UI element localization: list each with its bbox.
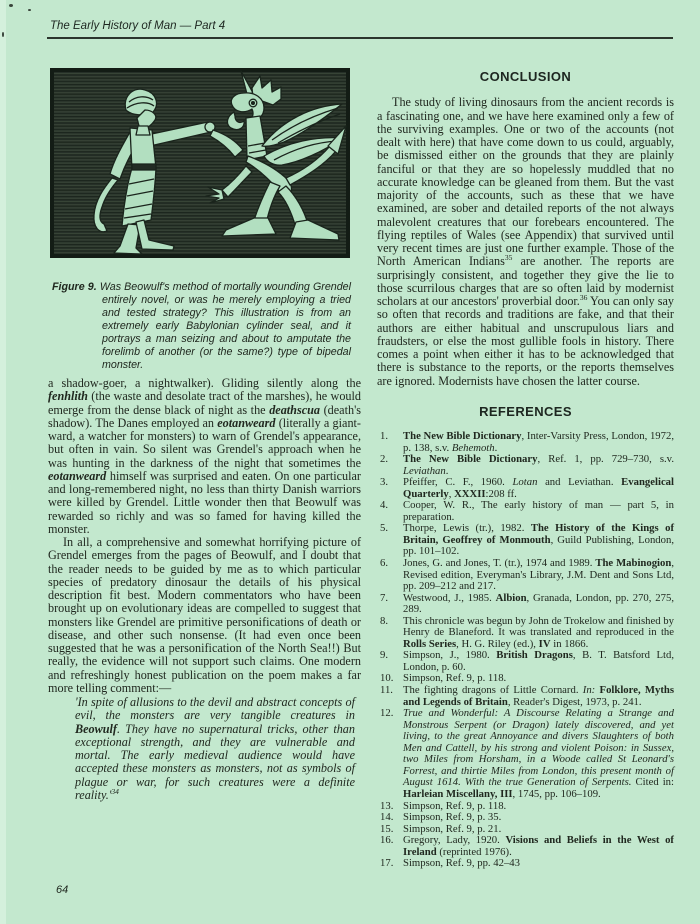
references-list bbox=[377, 431, 674, 870]
figure-image bbox=[50, 68, 350, 258]
text-segment: Harleian Miscellany, III bbox=[403, 787, 513, 800]
reference-item bbox=[377, 708, 674, 800]
text-segment: Lotan bbox=[512, 476, 538, 489]
text-segment: , B. T. Batsford Ltd, London, p. 60. bbox=[403, 649, 674, 673]
text-segment: Rolls Series bbox=[403, 637, 457, 650]
text-segment: (the waste and desolate tract of the marshes), he would emerge from the dense black of night as the bbox=[48, 389, 361, 417]
reference-text bbox=[403, 431, 674, 454]
text-segment: Beowulf bbox=[75, 721, 117, 736]
text-segment: . bbox=[494, 441, 498, 454]
reference-number: 17. bbox=[380, 857, 394, 870]
reference-text bbox=[403, 835, 674, 858]
paragraph bbox=[48, 377, 361, 536]
scan-speck bbox=[28, 9, 31, 11]
reference-text bbox=[403, 858, 674, 870]
text-segment: IV bbox=[538, 637, 551, 650]
reference-text bbox=[403, 685, 674, 708]
reference-number: 3. bbox=[380, 476, 389, 489]
reference-item bbox=[377, 454, 674, 477]
text-segment: , Granada, London, pp. 270, 275, 289. bbox=[403, 591, 674, 616]
reference-text bbox=[403, 650, 674, 673]
reference-item bbox=[377, 616, 674, 651]
text-segment: Simpson, Ref. 9, pp. 42–43 bbox=[403, 857, 520, 870]
figure-caption bbox=[52, 281, 351, 372]
text-segment: Folklore, Myths and Legends of Britain bbox=[403, 684, 674, 708]
reference-number: 1. bbox=[380, 430, 389, 442]
text-segment: Cooper, W. R., The early history of man — part 5, in preparation. bbox=[403, 499, 674, 523]
scan-speck bbox=[9, 4, 13, 7]
paragraph bbox=[377, 96, 674, 388]
text-segment: XXXII bbox=[454, 487, 486, 500]
reference-number: 2. bbox=[380, 453, 389, 466]
text-segment: (literally a giant-ward, a watcher for monsters) to warn of Grendel's appearance, but often in vain. So silent was Grendel's approach when he was hunting in the darkness of the night that sometimes the bbox=[48, 415, 361, 470]
scan-speck bbox=[2, 32, 4, 37]
text-segment: eotanweard bbox=[48, 468, 107, 483]
reference-item bbox=[377, 593, 674, 616]
figure-label: Figure 9. bbox=[52, 281, 97, 293]
text-segment: Jones, G. and Jones, T. (tr.), 1974 and 1989. bbox=[403, 557, 596, 570]
text-segment: Cited in: bbox=[631, 776, 674, 789]
text-segment: Gregory, Lady, 1920. bbox=[403, 834, 506, 847]
text-segment: Behemoth bbox=[451, 441, 495, 454]
text-segment: 36 bbox=[579, 292, 588, 302]
text-segment: and Leviathan. bbox=[537, 476, 622, 489]
right-column-text bbox=[377, 70, 674, 870]
reference-text bbox=[403, 477, 674, 500]
reference-number: 14. bbox=[380, 811, 394, 824]
text-segment: Simpson, J., 1980. bbox=[403, 649, 497, 662]
text-segment: In: bbox=[582, 684, 596, 697]
reference-number: 8. bbox=[380, 614, 389, 627]
reference-number: 5. bbox=[380, 522, 389, 535]
text-segment: , Inter-Varsity Press, London, 1972, p. 138, s.v. bbox=[403, 430, 674, 454]
reference-item bbox=[377, 650, 674, 673]
text-segment: are another. The reports are surprisingly consistent, and together they give the lie to those scurrilous charges that are so often laid by modernist scholars at our ancestors' proverbial door. bbox=[377, 254, 675, 308]
text-segment: You can only say so often that records and traditions are fake, and that their authors are either habitual and unscrupulous liars and fraudsters, or else the most gullible fools in history. There comes a point when either it has to be acknowledged that there is substance to the reports, or the reports themselves are ignored. Modernists have chosen the latter course. bbox=[377, 294, 674, 388]
text-segment: Simpson, Ref. 9, p. 35. bbox=[403, 811, 502, 824]
text-segment: The fighting dragons of Little Cornard. bbox=[403, 684, 583, 697]
reference-number: 4. bbox=[380, 499, 389, 512]
text-segment: . bbox=[445, 464, 449, 477]
text-segment: :208 ff. bbox=[485, 487, 517, 500]
reference-item bbox=[377, 523, 674, 558]
text-segment: Evangelical Quarterly bbox=[403, 476, 674, 500]
text-segment: , Reader's Digest, 1973, p. 241. bbox=[507, 695, 642, 708]
reference-text bbox=[403, 500, 674, 523]
reference-item bbox=[377, 558, 674, 593]
text-segment: in 1866. bbox=[550, 637, 589, 650]
reference-number: 16. bbox=[380, 834, 394, 847]
block-quote bbox=[75, 696, 355, 802]
text-segment: True and Wonderful: A Discourse Relating a Strange and Monstrous Serpent (or Dragon) lately discovered, and yet living, to the great Annoyance and divers Slaughters of both Men and Cattell, by his strong and violent Poison: in Sussex, two Miles from Horsham, in a Woode called St Leonard's Forrest, and thirtie Miles from London, this present month of August 1614. With the true Generation of Serpents. bbox=[403, 707, 674, 789]
reference-number: 9. bbox=[380, 649, 389, 662]
text-segment: In all, a comprehensive and somewhat horrifying picture of Grendel emerges from the pages of Beowulf, and I doubt that the reader needs to be guided by me as to which particular species of predatory dinosaur the details of his physical description fit best. Modern commentators who have been brought up on evolutionary ideas are compelled to suggest that monsters like Grendel are primitive personifications of death or disease, and other such nonsense. (It had even once been suggested that he was a personification of the North Sea!!) But really, the evidence will not support such claims. One modern and refreshingly honest publication on the poem makes a far more telling comment:— bbox=[48, 535, 361, 695]
reference-number: 11. bbox=[380, 684, 393, 697]
text-segment: Albion bbox=[495, 591, 527, 604]
reference-number: 15. bbox=[380, 822, 394, 835]
left-column-text bbox=[48, 377, 361, 802]
reference-item bbox=[377, 477, 674, 500]
figure-caption-text: Was Beowulf's method of mortally wounding Grendel entirely novel, or was he merely employing a tried and tested strategy? This illustration is from an extremely early Babylonian cylinder seal, and it portrays a man seizing and about to amputate the forelimb of another (or the same?) type of bipedal monster. bbox=[99, 281, 351, 371]
text-segment: Westwood, J., 1985. bbox=[403, 591, 496, 604]
conclusion-paragraphs bbox=[377, 96, 674, 388]
text-segment: Simpson, Ref. 9, p. 118. bbox=[403, 799, 507, 812]
text-segment: Thorpe, Lewis (tr.), 1982. bbox=[403, 522, 531, 535]
reference-text bbox=[403, 523, 674, 558]
text-segment: eotanweard bbox=[217, 415, 276, 430]
text-segment: 'In spite of allusions to the devil and abstract concepts of evil, the monsters are very tangible creatures in bbox=[75, 695, 355, 723]
reference-text bbox=[403, 708, 674, 800]
reference-number: 12. bbox=[380, 707, 394, 720]
text-segment: , Ref. 1, pp. 729–730, s.v. bbox=[537, 453, 674, 466]
reference-number: 10. bbox=[380, 672, 394, 685]
conclusion-heading: CONCLUSION bbox=[479, 69, 572, 84]
reference-item bbox=[377, 858, 674, 870]
reference-number: 13. bbox=[380, 799, 394, 812]
reference-text bbox=[403, 558, 674, 593]
header-rule bbox=[47, 37, 673, 39]
reference-item bbox=[377, 835, 674, 858]
left-column-paragraphs bbox=[48, 377, 361, 695]
text-segment: 34 bbox=[111, 786, 119, 796]
text-segment: . They have no supernatural tricks, other than exceptional strength, and they are vulnerable and mortal. The early medieval audience would have accepted these monsters as monsters, not as symbols of plague or war, for such creatures were a definite reality.' bbox=[75, 721, 355, 802]
text-segment: himself was surprised and eaten. On one particular and long-remembered night, no less than thirty Danish warriors were killed by Grendel. Little wonder then that Beowulf was rewarded so richly and was so famed for having killed the monster. bbox=[48, 468, 361, 536]
text-segment: (death's shadow). The Danes employed an bbox=[48, 402, 362, 430]
text-segment: , H. G. Riley (ed.), bbox=[456, 637, 539, 650]
text-segment: , Revised edition, Everyman's Library, J.M. Dent and Sons Ltd, pp. 209–212 and 217. bbox=[403, 557, 674, 593]
text-segment: , Guild Publishing, London, pp. 101–102. bbox=[403, 533, 674, 558]
reference-text bbox=[403, 454, 674, 477]
text-segment: , 1745, pp. 106–109. bbox=[512, 787, 601, 800]
references-heading: REFERENCES bbox=[479, 403, 572, 419]
text-segment: British Dragons bbox=[496, 649, 573, 662]
text-segment: Pfeiffer, C. F., 1960. bbox=[403, 476, 513, 489]
reference-item bbox=[377, 431, 674, 454]
text-segment: fenhlith bbox=[48, 389, 88, 404]
page-number: 64 bbox=[56, 884, 69, 896]
scan-edge-artifact bbox=[0, 0, 6, 924]
text-segment: , bbox=[448, 487, 455, 500]
text-segment: The study of living dinosaurs from the ancient records is a fascinating one, and we have here examined only a few of the surviving examples. One or two of the accounts (not dealt with here) that have come down to us could, arguably, be dismissed either on the grounds that they are plainly fanciful or that they are so hopelessly muddled that no accurate knowledge can be gleaned from them. But the vast majority of the accounts, such as these that we have examined, are sober and detailed reports of the not always malevolent creatures that our forebears encountered. The flying reptiles of Wales (see Appendix) that survived until very recent times are just one further example. Those of the North American Indians bbox=[377, 95, 674, 269]
text-segment: Simpson, Ref. 9, p. 21. bbox=[403, 822, 502, 835]
reference-text bbox=[403, 616, 674, 651]
text-segment: Visions and Beliefs in the West of Ireland bbox=[403, 834, 674, 858]
text-segment: The History of the Kings of Britain, Geoffrey of Monmouth bbox=[403, 522, 675, 546]
text-segment: Simpson, Ref. 9, p. 118. bbox=[403, 672, 507, 685]
reference-number: 7. bbox=[380, 591, 389, 604]
reference-item bbox=[377, 500, 674, 523]
reference-item bbox=[377, 685, 674, 708]
babylonian-seal-engraving-icon bbox=[50, 68, 350, 258]
text-segment: (reprinted 1976). bbox=[436, 845, 512, 858]
text-segment: a shadow-goer, a nightwalker). Gliding silently along the bbox=[48, 376, 361, 390]
paragraph bbox=[48, 536, 361, 695]
text-segment: The Mabinogion bbox=[595, 557, 672, 570]
text-segment: 35 bbox=[504, 253, 513, 263]
text-segment: deathscua bbox=[269, 402, 320, 417]
text-segment: Leviathan bbox=[403, 464, 446, 477]
text-segment: The New Bible Dictionary bbox=[403, 430, 522, 442]
reference-number: 6. bbox=[380, 557, 389, 570]
running-header: The Early History of Man — Part 4 bbox=[50, 20, 226, 32]
text-segment: The New Bible Dictionary bbox=[403, 453, 538, 466]
text-segment: This chronicle was begun by John de Trokelow and finished by Henry de Blaneford. It was translated and reproduced in the bbox=[403, 614, 674, 639]
reference-text bbox=[403, 593, 674, 616]
